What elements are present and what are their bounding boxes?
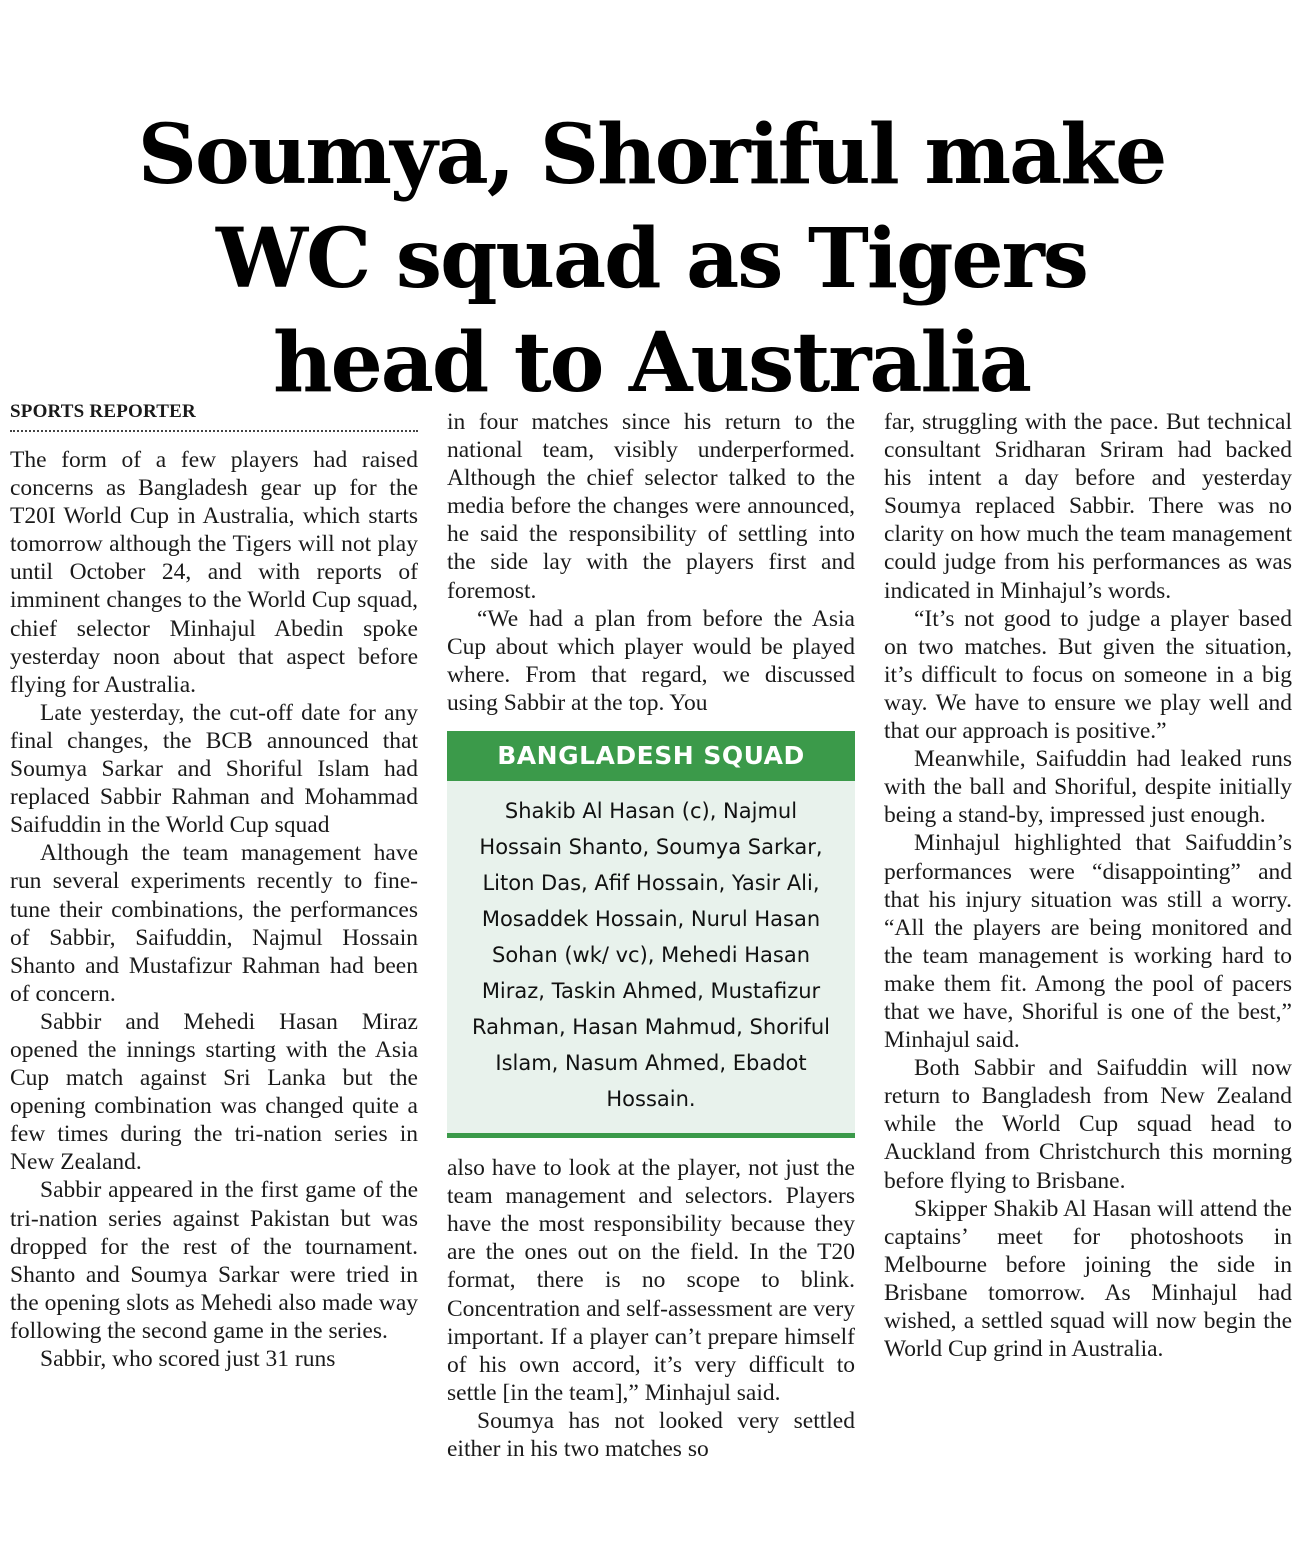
paragraph: “We had a plan from before the Asia Cup about which player would be played where. From that regard, we discussed using Sabbir at the top. You <box>447 605 855 716</box>
article-column-3 <box>884 408 1292 1363</box>
paragraph: Skipper Shakib Al Hasan will attend the captains’ meet for photoshoots in Melbourne before joining the side in Brisbane tomorrow. As Minhajul had wished, a settled squad will now begin the World Cup grind in Australia. <box>884 1195 1292 1363</box>
paragraph: Minhajul highlighted that Saifuddin’s performances were “disappointing” and that his injury situation was still a worry. “All the players are being monitored and the team management is working hard to make them fit. Among the pool of pacers that we have, Shoriful is one of the best,” Minhajul said. <box>884 830 1292 1054</box>
article-column-1 <box>10 400 418 1373</box>
headline-line-2: WC squad as Tigers <box>216 210 1087 307</box>
paragraph: “It’s not good to judge a player based on two matches. But given the situation, it’s difficult to focus on someone in a big way. We have to ensure we play well and that our approach is positive.” <box>884 605 1292 745</box>
paragraph: far, struggling with the pace. But technical consultant Sridharan Sriram had backed his intent a day before and yesterday Soumya replaced Sabbir. There was no clarity on how much the team management could judge from his performances as was indicated in Minhajul’s words. <box>884 409 1292 604</box>
paragraph: Meanwhile, Saifuddin had leaked runs with the ball and Shoriful, despite initially being a stand-by, impressed just enough. <box>884 746 1292 829</box>
paragraph: in four matches since his return to the national team, visibly underperformed. Although the chief selector talked to the media before the changes were announced, he said the responsibility of settling into the side lay with the players first and foremost. <box>447 409 855 604</box>
paragraph: Sabbir, who scored just 31 runs <box>40 1346 336 1372</box>
squad-box-list: Shakib Al Hasan (c), Najmul Hossain Shanto, Soumya Sarkar, Liton Das, Afif Hossain, Yasir Ali, Mosaddek Hossain, Nurul Hasan Sohan (wk/ vc), Mehedi Hasan Miraz, Taskin Ahmed, Mustafizur Rahman, Hasan Mahmud, Shoriful Islam, Nasum Ahmed, Ebadot Hossain. <box>472 799 830 1112</box>
byline: SPORTS REPORTER <box>10 400 418 432</box>
paragraph: Sabbir and Mehedi Hasan Miraz opened the innings starting with the Asia Cup match against Sri Lanka but the opening combination was changed quite a few times during the tri-nation series in New Zealand. <box>10 1008 418 1176</box>
article-column-2 <box>447 408 855 1463</box>
paragraph: also have to look at the player, not just the team management and selectors. Players have the most responsibility because they are the ones out on the field. In the T20 format, there is no scope to blink. Concentration and self-assessment are very important. If a player can’t prepare himself of his own accord, it’s very difficult to settle [in the team],” Minhajul said. <box>447 1155 855 1406</box>
headline <box>0 103 1303 415</box>
paragraph: Sabbir appeared in the first game of the tri-nation series against Pakistan but was dropped for the rest of the tournament. Shanto and Soumya Sarkar were tried in the opening slots as Mehedi also made way following the second game in the series. <box>10 1177 418 1344</box>
headline-line-3: head to Australia <box>273 314 1030 411</box>
paragraph: Soumya has not looked very settled either in his two matches so <box>447 1407 855 1462</box>
squad-box <box>447 731 855 1138</box>
headline-line-1: Soumya, Shoriful make <box>137 106 1166 203</box>
paragraph: Both Sabbir and Saifuddin will now return to Bangladesh from New Zealand while the World Cup squad head to Auckland from Christchurch this morning before flying to Brisbane. <box>884 1055 1292 1194</box>
paragraph: Although the team management have run several experiments recently to fine-tune their combinations, the performances of Sabbir, Saifuddin, Najmul Hossain Shanto and Mustafizur Rahman had been of concern. <box>10 840 418 1007</box>
paragraph: Late yesterday, the cut-off date for any final changes, the BCB announced that Soumya Sarkar and Shoriful Islam had replaced Sabbir Rahman and Mohammad Saifuddin in the World Cup squad <box>10 699 418 839</box>
squad-box-title: BANGLADESH SQUAD <box>447 731 855 781</box>
paragraph: The form of a few players had raised concerns as Bangladesh gear up for the T20I World Cup in Australia, which starts tomorrow although the Tigers will not play until October 24, and with reports of imminent changes to the World Cup squad, chief selector Minhajul Abedin spoke yesterday noon about that aspect before flying for Australia. <box>10 447 418 698</box>
